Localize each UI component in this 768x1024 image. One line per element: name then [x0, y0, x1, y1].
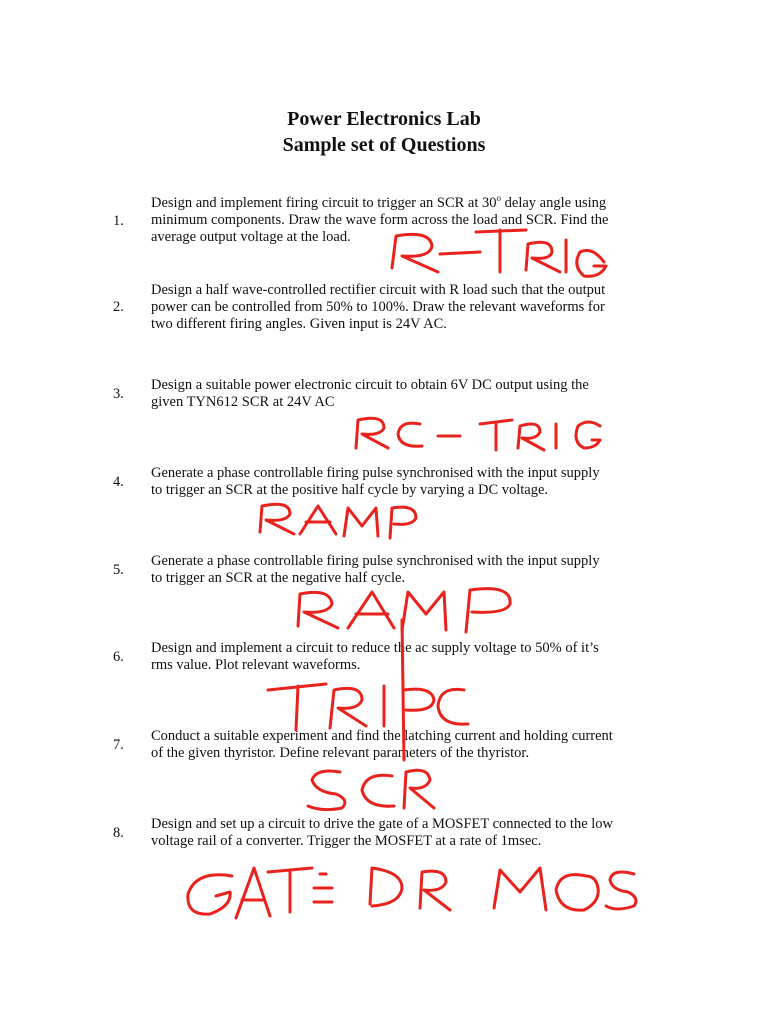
question-text	[151, 282, 651, 333]
question-number: 2.	[113, 299, 124, 315]
question-number: 4.	[113, 474, 124, 490]
question-text	[151, 465, 651, 499]
question-line: to trigger an SCR at the positive half cycle by varying a DC voltage.	[151, 482, 549, 498]
annotation-gate-dr-mos	[188, 868, 636, 918]
question-line: Design and implement a circuit to reduce the ac supply voltage to 50% of it’s	[151, 640, 599, 656]
question-line: Design and set up a circuit to drive the gate of a MOSFET connected to the low	[151, 816, 614, 832]
question-line: rms value. Plot relevant waveforms.	[151, 657, 361, 673]
question-line: Generate a phase controllable firing pulse synchronised with the input supply	[151, 465, 600, 481]
question-line: Design a suitable power electronic circuit to obtain 6V DC output using the	[151, 377, 589, 393]
question-line: of the given thyristor. Define relevant parameters of the thyristor.	[151, 745, 530, 761]
question-number: 8.	[113, 825, 124, 841]
annotation-ramp-2	[298, 589, 510, 632]
annotation-scr	[308, 770, 434, 809]
question-number: 5.	[113, 562, 124, 578]
title-line-1: Power Electronics Lab	[287, 108, 481, 130]
question-number: 7.	[113, 737, 124, 753]
title-line-2: Sample set of Questions	[282, 134, 486, 156]
question-text	[151, 640, 651, 674]
question-number: 6.	[113, 649, 124, 665]
question-line: average output voltage at the load.	[151, 229, 351, 245]
question-line: two different firing angles. Given input is 24V AC.	[151, 316, 447, 332]
question-text	[151, 377, 651, 411]
question-line: Design a half wave-controlled rectifier circuit with R load such that the output	[151, 282, 606, 298]
question-text	[151, 728, 651, 762]
question-line: to trigger an SCR at the negative half cycle.	[151, 570, 406, 586]
question-line: Conduct a suitable experiment and find the latching current and holding current	[151, 728, 613, 744]
question-number: 3.	[113, 386, 124, 402]
question-line: Generate a phase controllable firing pulse synchronised with the input supply	[151, 553, 600, 569]
question-line: voltage rail of a converter. Trigger the MOSFET at a rate of 1msec.	[151, 833, 542, 849]
question-line: Design and implement firing circuit to trigger an SCR at 30$^o$ delay angle using	[151, 193, 607, 211]
question-line: given TYN612 SCR at 24V AC	[151, 394, 335, 410]
question-line: power can be controlled from 50% to 100%. Draw the relevant waveforms for	[151, 299, 605, 315]
question-text	[151, 816, 651, 850]
question-text	[151, 195, 651, 246]
question-text	[151, 553, 651, 587]
annotation-ramp-1	[260, 504, 416, 538]
question-line: minimum components. Draw the wave form across the load and SCR. Find the	[151, 212, 609, 228]
annotation-rc-trig	[356, 418, 600, 450]
question-number: 1.	[113, 213, 124, 229]
